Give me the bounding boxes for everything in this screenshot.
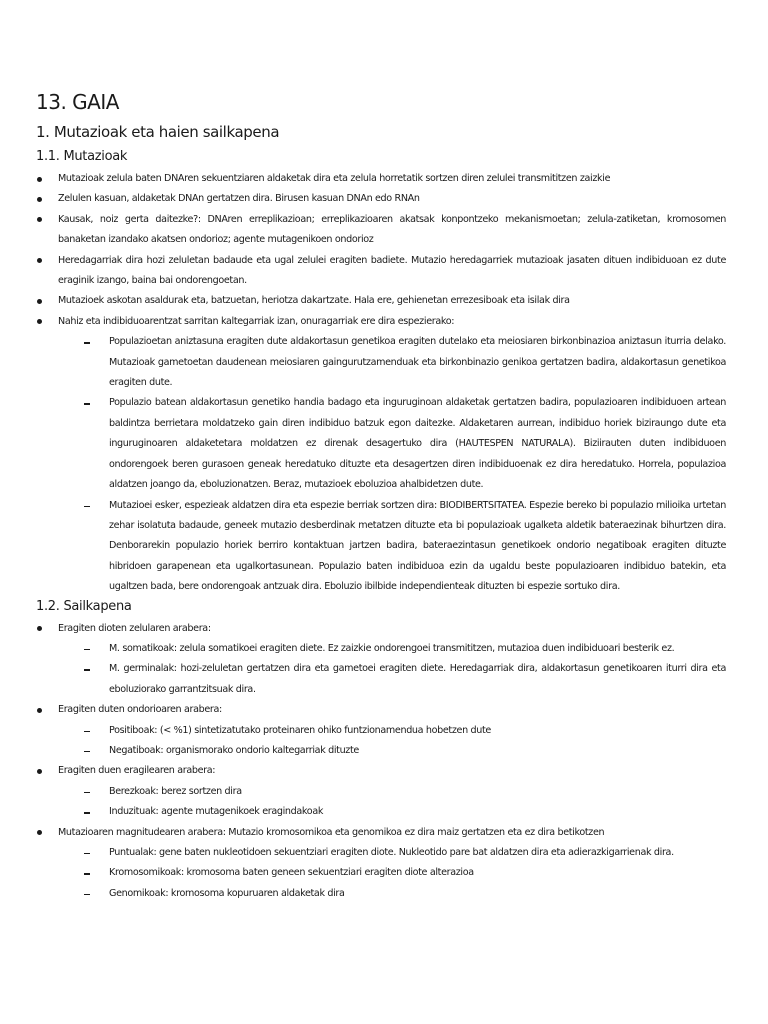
dash-item: Populazioetan aniztasuna eragiten dute aldakortasun genetikoa eragiten dutelako eta meiosiaren birkonbinazioa aniztasun iturria delako. Mutazioak gametoetan daudenean meiosiaren gaingurutzamenduak eta birkonbinazio genikoa gertatzen badira, aldakortasun genetikoa eragiten dute.	[58, 332, 726, 393]
subsection-heading-sailkapena: 1.2. Sailkapena	[36, 598, 132, 614]
bullet-item	[36, 312, 726, 598]
bullet-text: Nahiz eta indibiduoarentzat sarritan kaltegarriak izan, onuragarriak ere dira espezierako:	[58, 315, 455, 327]
sub-list	[58, 721, 726, 762]
dash-item: Puntualak: gene baten nukleotidoen sekuentziari eragiten diote. Nukleotido pare bat aldatzen dira eta adierazkigarrienak dira.	[58, 843, 726, 863]
dash-item: Mutazioei esker, espezieak aldatzen dira eta espezie berriak sortzen dira: BIODIBERTSITATEA. Espezie bereko bi populazio milioika urtetan zehar isolatuta badaude, geneek mutazio desberdinak metatzen dituzte eta bi populazioak ugalketa aldetik bateraezinak bihurtzen dira. Denborarekin populazio horiek berriro kontaktuan jartzen badira, bateraezintasun genetikoek ondorio negatiboak eragiten dituzte hibridoen garapenean eta ugalkortasunean. Populazio baten indibiduoa ezin da ugaldu beste populazioaren indibiduo batekin, eta ugaltzen bada, bere ondorengoak antzuak dira. Eboluzio ibilbide independienteak dituzten bi espezie sortuko dira.	[58, 496, 726, 598]
bullet-item	[36, 210, 726, 251]
document-page	[36, 90, 726, 904]
dash-item: Kromosomikoak: kromosoma baten geneen sekuentziari eragiten diote alterazioa	[58, 863, 726, 883]
bullet-item	[36, 291, 726, 311]
bullet-text: Heredagarriak dira hozi zeluletan badaude eta ugal zelulei eragiten badiete. Mutazio heredagarriek mutazioak jasaten dituen indibiduoan ez dute eraginik izango, baina bai ondorengoetan.	[58, 254, 726, 287]
dash-item: Negatiboak: organismorako ondorio kaltegarriak dituzte	[58, 741, 726, 761]
sub-list	[58, 332, 726, 597]
sub-list	[58, 843, 726, 904]
bullet-text: Eragiten duen eragilearen arabera:	[58, 765, 216, 777]
bullet-item	[36, 823, 726, 905]
bullet-item	[36, 700, 726, 761]
page-title: 13. GAIA	[36, 90, 119, 114]
bullet-text: Eragiten dioten zelularen arabera:	[58, 622, 211, 634]
sub-list	[58, 782, 726, 823]
bullet-item	[36, 251, 726, 292]
bullet-text: Mutazioak zelula baten DNAren sekuentziaren aldaketak dira eta zelula horretatik sortzen diren zelulei transmititzen zaizkie	[58, 173, 611, 184]
bullet-text: Zelulen kasuan, aldaketak DNAn gertatzen dira. Birusen kasuan DNAn edo RNAn	[58, 193, 420, 205]
dash-item: Berezkoak: berez sortzen dira	[58, 782, 726, 802]
subsection-heading-mutazioak: 1.1. Mutazioak	[36, 149, 128, 164]
dash-item: Genomikoak: kromosoma kopuruaren aldaketak dira	[58, 884, 726, 904]
mutazioak-list	[36, 169, 726, 598]
bullet-text: Eragiten duten ondorioaren arabera:	[58, 704, 222, 716]
dash-item: Populazio batean aldakortasun genetiko handia badago eta inguruginoan aldaketak gertatzen badira, populazioaren indibiduoen artean baldintza berrietara moldatzeko gain diren indibiduo batzuk egon daitezke. Aldaketaren aurrean, indibiduo horiek biziraungo dute eta inguruginoaren aldaketetara moldatzen ez direnak desagertuko dira (HAUTESPEN NATURALA). Biziirauten duten indibiduoen ondorengoek beren gurasoen geneak heredatuko dituzte eta desagertzen diren indibiduoenak ez dira heredatuko. Horrela, populazioa aldatzen joango da, eboluzionatzen. Beraz, mutazioek eboluzioa ahalbidetzen dute.	[58, 393, 726, 495]
sub-list	[58, 639, 726, 700]
dash-item: Induzituak: agente mutagenikoek eragindakoak	[58, 802, 726, 822]
bullet-item	[36, 189, 726, 209]
dash-item: M. somatikoak: zelula somatikoei eragiten diete. Ez zaizkie ondorengoei transmititzen, mutazioa duen indibiduoari besterik ez.	[58, 639, 726, 659]
dash-item: Positiboak: (< %1) sintetizatutako proteinaren ohiko funtzionamendua hobetzen dute	[58, 721, 726, 741]
bullet-text: Kausak, noiz gerta daitezke?: DNAren erreplikazioan; erreplikazioaren akatsak konpontzeko mekanismoetan; zelula-zatiketan, kromosomen banaketan izandako akatsen ondorioz; agente mutagenikoen ondorioz	[58, 213, 726, 246]
bullet-item	[36, 169, 726, 189]
bullet-text: Mutazioek askotan asaldurak eta, batzuetan, heriotza dakartzate. Hala ere, gehienetan errezesiboak eta isilak dira	[58, 295, 570, 307]
bullet-item	[36, 619, 726, 701]
bullet-text: Mutazioaren magnitudearen arabera: Mutazio kromosomikoa eta genomikoa ez dira maiz gertatzen eta ez dira betikotzen	[58, 826, 605, 838]
sailkapena-list	[36, 619, 726, 905]
bullet-item	[36, 761, 726, 822]
section-heading: 1. Mutazioak eta haien sailkapena	[36, 123, 280, 141]
dash-item: M. germinalak: hozi-zeluletan gertatzen dira eta gametoei eragiten diete. Heredagarriak dira, aldakortasun genetikoaren iturri dira eta eboluziorako garrantzitsuak dira.	[58, 659, 726, 700]
